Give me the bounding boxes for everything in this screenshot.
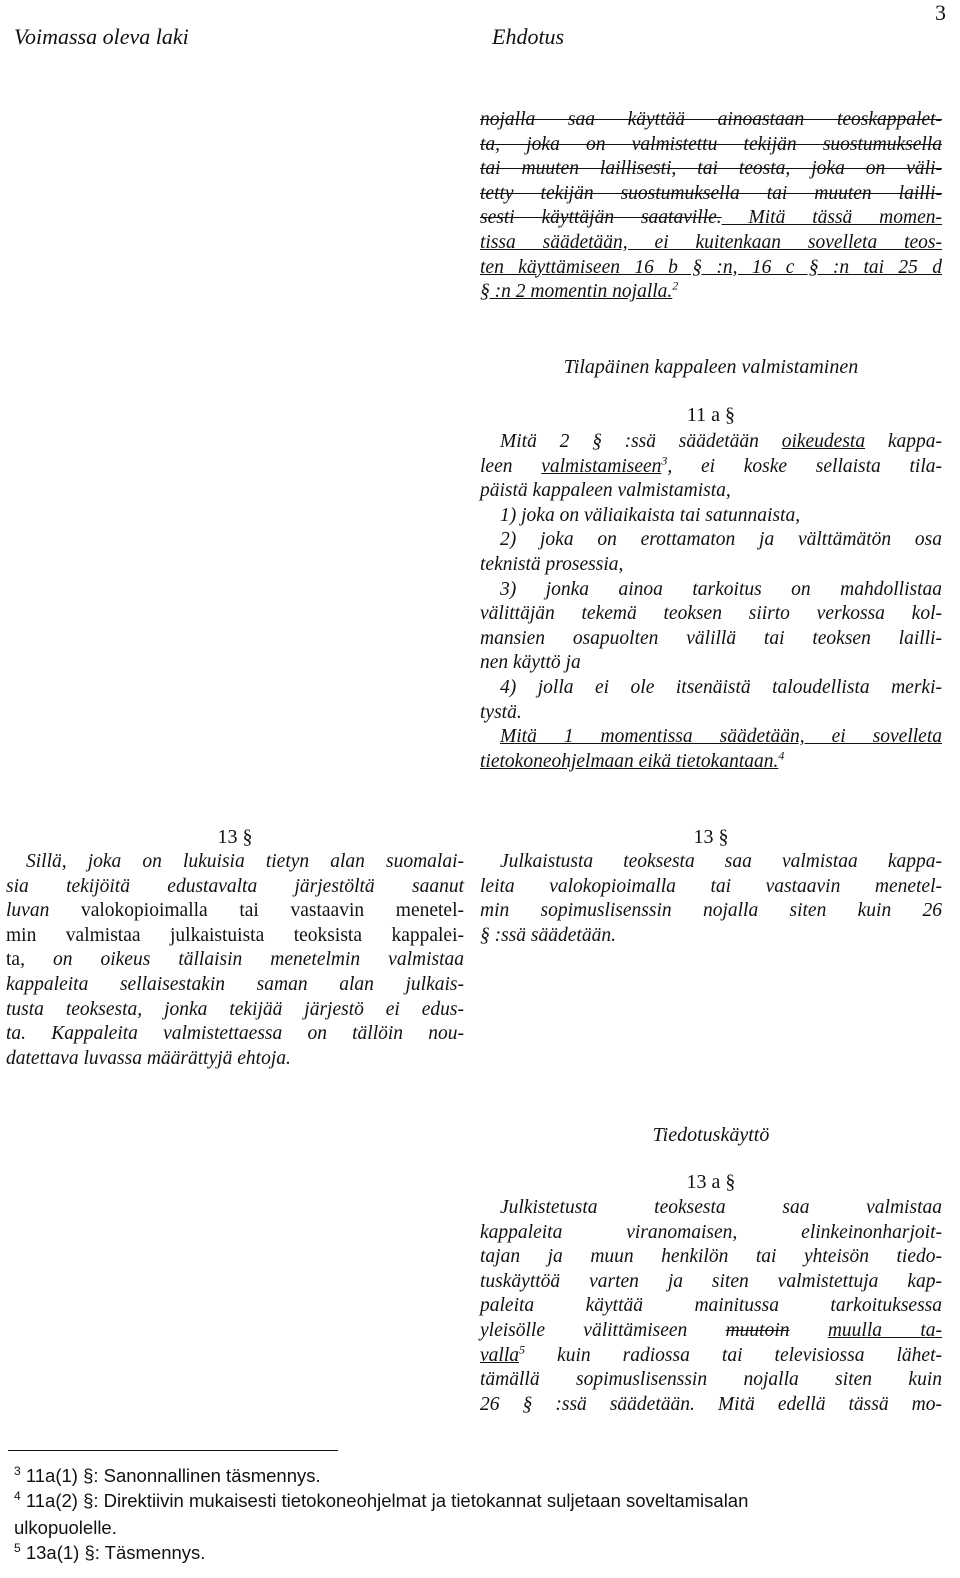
text-line [6, 899, 464, 924]
text-segment: 4) jolla ei ole itsenäistä taloudellista merki- [500, 676, 942, 698]
text-line [480, 701, 942, 726]
text-line [480, 899, 942, 924]
text-line [6, 850, 464, 875]
text-line [480, 280, 942, 305]
text-line [6, 1022, 464, 1047]
text-line [480, 1319, 942, 1344]
text-line [480, 206, 942, 231]
text-segment: muulla ta- [827, 1319, 942, 1341]
text-segment: 3) jonka ainoa tarkoitus on mahdollistaa [500, 578, 942, 600]
footnote-ref: 2 [672, 278, 679, 293]
text-segment: tystä. [480, 701, 522, 723]
text-segment [790, 1320, 828, 1341]
text-segment: tajan ja muun henkilön tai yhteisön tiedo- [480, 1246, 942, 1268]
text-line [480, 676, 942, 701]
text-segment: mansien osapuolten välillä tai teoksen lailli- [480, 627, 942, 649]
text-line [480, 1368, 942, 1393]
section-11a-body [480, 430, 942, 774]
text-segment: tusta teoksesta, jonka tekijää järjestö ei edus- [6, 998, 464, 1020]
text-segment: min valmistaa julkaistuista teoksista kappalei- [6, 924, 464, 946]
text-segment: Mitä 1 momentissa säädetään, ei sovelleta [500, 726, 942, 748]
text-line [6, 924, 464, 949]
text-segment: min sopimuslisenssin nojalla siten kuin 26 [480, 900, 942, 922]
footnote [14, 1516, 954, 1540]
text-segment: muutoin [725, 1319, 790, 1341]
text-line [480, 1344, 942, 1369]
text-segment: paleita käyttää mainitussa tarkoituksessa [480, 1295, 942, 1317]
text-segment: Julkaistusta teoksesta saa valmistaa kappa- [500, 851, 942, 872]
text-line [480, 875, 942, 900]
text-line [480, 1294, 942, 1319]
section-13a-body [480, 1196, 942, 1417]
text-line [480, 602, 942, 627]
text-segment: ta. Kappaleita valmistettaessa on tällöin nou- [6, 1023, 464, 1045]
text-line [6, 875, 464, 900]
text-line [480, 504, 942, 529]
text-segment: välittäjän tekemä teoksen siirto verkossa kol- [480, 603, 942, 625]
header-left: Voimassa oleva laki [14, 24, 189, 49]
text-segment: § :n 2 momentin nojalla. [480, 281, 673, 303]
section-13-old-number: 13 § [217, 826, 253, 848]
text-segment: nojalla saa käyttää ainoastaan teoskappalet- [480, 109, 942, 130]
text-segment: leita valokopioimalla tai vastaavin menetel- [480, 875, 942, 897]
footnote-ref: 3 [661, 453, 668, 468]
footnote-text: ulkopuolelle. [14, 1517, 117, 1538]
text-line [6, 998, 464, 1023]
text-segment: tämällä sopimuslisenssin nojalla siten kuin [480, 1369, 942, 1391]
text-line [480, 430, 942, 455]
text-line [480, 725, 942, 750]
text-line [480, 479, 942, 504]
text-line [480, 553, 942, 578]
footnote-divider [8, 1450, 338, 1451]
header-right: Ehdotus [492, 24, 565, 49]
text-segment: päistä kappaleen valmistamista, [480, 480, 731, 502]
text-segment: , ei koske sellaista tila- [667, 455, 942, 477]
text-segment: yleisölle välittämiseen [480, 1319, 726, 1341]
underlined-text: Mitä tässä momen- [721, 207, 942, 229]
text-segment: kappa- [865, 431, 942, 452]
text-segment: teknistä prosessia, [480, 553, 624, 575]
text-line [480, 850, 942, 875]
text-segment: Mitä 2 § :ssä säädetään [500, 431, 782, 452]
text-line [6, 973, 464, 998]
footnote [14, 1489, 954, 1513]
text-segment: kappaleita sellaisestakin saman alan julkais- [6, 973, 464, 995]
block1-continuation [480, 108, 942, 305]
text-segment: tai muuten laillisesti, tai teosta, joka on väli- [480, 158, 942, 180]
text-line [480, 651, 942, 676]
section-13a-number: 13 a § [686, 1171, 736, 1193]
text-line [480, 182, 942, 207]
section-13-new-number: 13 § [693, 826, 729, 848]
text-segment: , on oikeus tällaisin menetelmin valmistaa [20, 949, 464, 971]
text-segment: valmistamiseen [541, 455, 662, 477]
section-13a-heading: Tiedotuskäyttö [652, 1124, 770, 1146]
text-segment: Sillä, joka on lukuisia tietyn alan suomalai- [26, 851, 464, 872]
text-segment: ten käyttämiseen 16 b § :n, 16 c § :n tai 25 d [480, 256, 942, 278]
text-segment: tuskäyttöä varten ja siten valmistettuja kap- [480, 1270, 942, 1292]
text-segment: nen käyttö ja [480, 652, 581, 674]
footnote-ref: 4 [778, 748, 785, 763]
text-line [480, 231, 942, 256]
text-segment: kappaleita viranomaisen, elinkeinonharjoit- [480, 1221, 942, 1243]
text-line [6, 948, 464, 973]
footnote [14, 1464, 954, 1488]
section-11a-number: 11 a § [686, 404, 736, 426]
text-line [480, 256, 942, 281]
text-segment: luvan [6, 900, 50, 922]
text-segment: datettava luvassa määrättyjä ehtoja. [6, 1047, 291, 1069]
footnote [14, 1541, 954, 1565]
text-line [480, 133, 942, 158]
text-line [480, 750, 942, 775]
text-line [480, 1393, 942, 1418]
page-number: 3 [935, 0, 946, 25]
text-segment: oikeudesta [781, 431, 866, 452]
struck-text: sesti käyttäjän saataville. [480, 207, 722, 229]
text-segment: 26 § :ssä säädetään. Mitä edellä tässä mo- [480, 1393, 942, 1415]
footnote-text: 11a(1) §: Sanonnallinen täsmennys. [25, 1465, 321, 1486]
text-segment: Julkistetusta teoksesta saa valmistaa [500, 1197, 942, 1218]
footnote-text: 13a(1) §: Täsmennys. [25, 1542, 206, 1563]
footnote-number: 3 [14, 1463, 21, 1478]
text-segment: ta, joka on valmistettu tekijän suostumuksella [480, 133, 942, 155]
text-line [480, 578, 942, 603]
text-line [480, 157, 942, 182]
text-line [480, 1221, 942, 1246]
text-line [480, 627, 942, 652]
footnote-number: 4 [14, 1488, 21, 1503]
text-segment: valla [480, 1344, 519, 1366]
text-segment: tietokoneohjelmaan eikä tietokantaan. [480, 750, 779, 772]
text-segment: sia tekijöitä edustavalta järjestöltä saanut [6, 875, 464, 897]
section-13-old-body [6, 850, 464, 1071]
text-segment: § :ssä säädetään. [480, 924, 616, 946]
section-11a-heading: Tilapäinen kappaleen valmistaminen [563, 356, 859, 378]
text-segment: kuin radiossa tai televisiossa lähet- [525, 1344, 942, 1366]
text-segment: 2) joka on erottamaton ja välttämätön osa [500, 529, 942, 551]
text-line [480, 108, 942, 133]
text-line [480, 455, 942, 480]
footnote-ref: 5 [519, 1342, 525, 1357]
text-segment: tetty tekijän suostumuksella tai muuten lailli- [480, 182, 942, 204]
text-segment: ta [6, 949, 21, 971]
text-segment: tissa säädetään, ei kuitenkaan sovelleta teos- [480, 231, 942, 253]
footnote-text: 11a(2) §: Direktiivin mukaisesti tietokoneohjelmat ja tietokannat suljetaan soveltamisalan [25, 1490, 749, 1511]
text-segment: leen [480, 455, 542, 477]
text-line [480, 1245, 942, 1270]
text-line [480, 924, 942, 949]
section-13-new-body [480, 850, 942, 948]
text-line [6, 1047, 464, 1072]
text-segment: 1) joka on väliaikaista tai satunnaista, [500, 504, 801, 526]
text-line [480, 1270, 942, 1295]
text-line [480, 528, 942, 553]
text-segment: valokopioimalla tai vastaavin menetel- [49, 900, 464, 922]
footnote-number: 5 [14, 1540, 21, 1555]
text-line [480, 1196, 942, 1221]
